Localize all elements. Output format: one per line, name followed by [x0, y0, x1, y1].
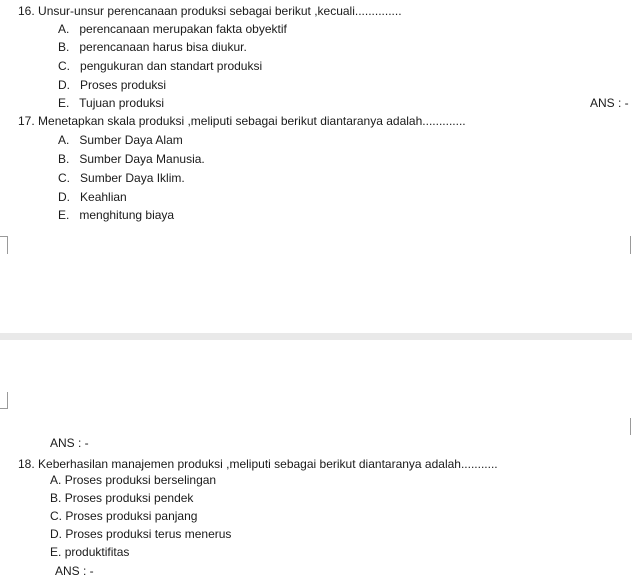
question-17: [18, 114, 466, 128]
question-text: Keberhasilan manajemen produksi ,meliputi sebagai berikut diantaranya adalah...........: [38, 457, 498, 471]
document-page-2: [0, 340, 632, 582]
question-number: 18.: [18, 457, 35, 471]
option-16-a: A. perencanaan merupakan fakta obyektif: [58, 22, 287, 36]
question-number: 17.: [18, 114, 35, 128]
question-18: [18, 457, 498, 471]
option-16-d: D. Proses produksi: [58, 78, 167, 92]
option-17-b: B. Sumber Daya Manusia.: [58, 152, 205, 166]
option-17-c: C. Sumber Daya Iklim.: [58, 171, 185, 185]
corner-mark-bottom-left-vertical: [7, 392, 8, 409]
option-16-b: B. perencanaan harus bisa diukur.: [58, 40, 247, 54]
question-16: [18, 4, 402, 18]
page-separator: [0, 333, 632, 340]
answer-18: ANS : -: [55, 564, 94, 578]
question-number: 16.: [18, 4, 35, 18]
question-text: Unsur-unsur perencanaan produksi sebagai berikut ,kecuali..............: [38, 4, 402, 18]
corner-mark-top-left-vertical: [7, 236, 8, 254]
option-17-e: E. menghitung biaya: [58, 208, 175, 222]
corner-mark-top-right: [630, 236, 631, 254]
option-16-e: E. Tujuan produksi: [58, 96, 165, 110]
option-18-c: C. Proses produksi panjang: [50, 509, 198, 523]
answer-16: ANS : -: [590, 96, 629, 110]
option-18-b: B. Proses produksi pendek: [50, 491, 194, 505]
option-17-d: D. Keahlian: [58, 190, 127, 204]
option-18-a: A. Proses produksi berselingan: [50, 473, 217, 487]
question-text: Menetapkan skala produksi ,meliputi sebagai berikut diantaranya adalah.............: [38, 114, 466, 128]
option-18-e: E. produktifitas: [50, 545, 130, 559]
option-17-a: A. Sumber Daya Alam: [58, 133, 183, 147]
corner-mark-bottom-right: [630, 418, 631, 435]
option-16-c: C. pengukuran dan standart produksi: [58, 59, 263, 73]
option-18-d: D. Proses produksi terus menerus: [50, 527, 232, 541]
answer-17: ANS : -: [50, 436, 89, 450]
